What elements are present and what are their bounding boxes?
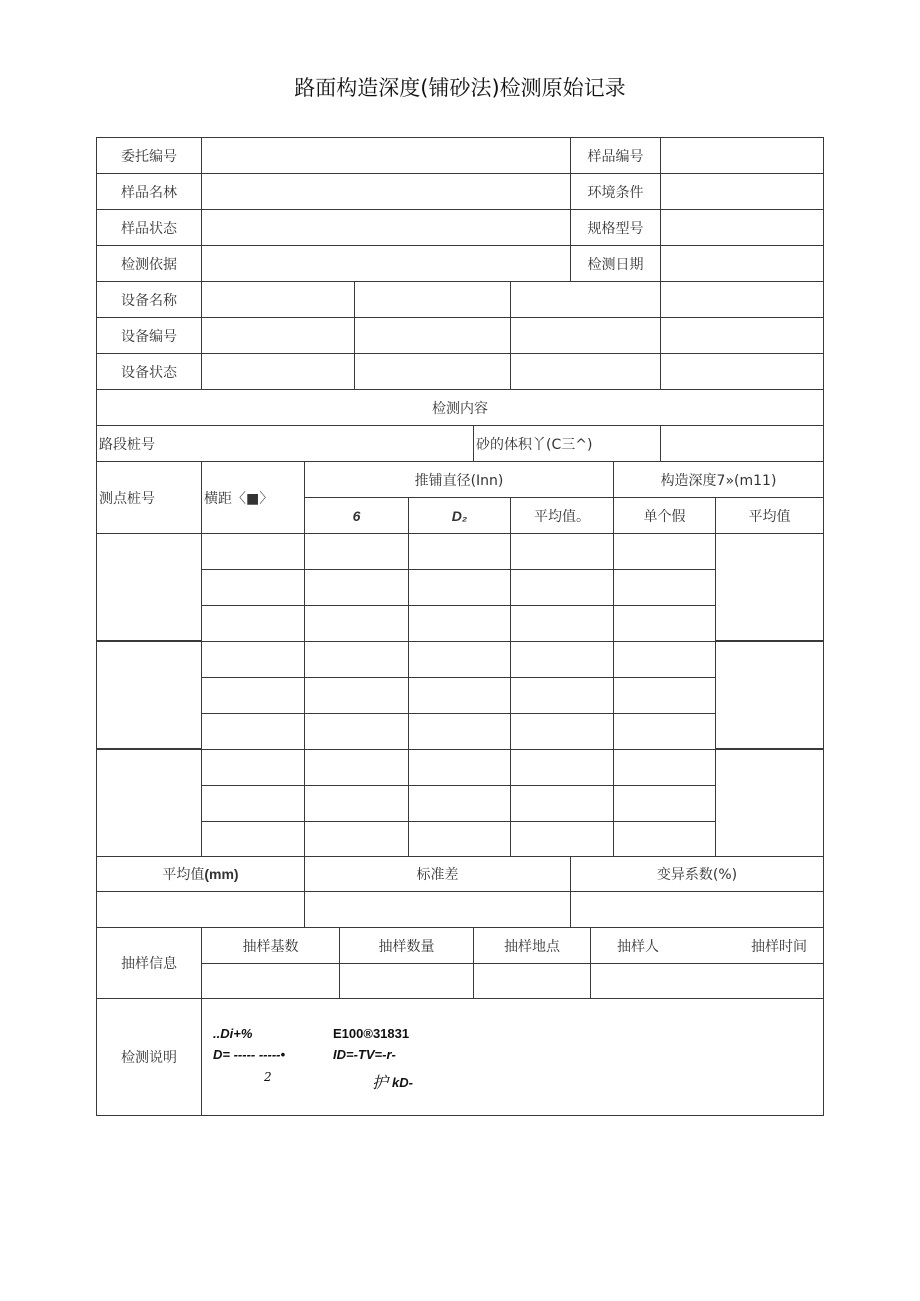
formula-line1a: ..Di+% xyxy=(213,1026,253,1041)
notes-label: 检测说明 xyxy=(96,998,202,1116)
measure-cell[interactable] xyxy=(510,533,614,570)
formula-line3b: kD- xyxy=(392,1075,413,1090)
depth-label xyxy=(613,461,824,498)
std-field[interactable] xyxy=(304,891,571,928)
measure-cell[interactable] xyxy=(304,533,409,570)
equip-name-field-1[interactable] xyxy=(201,281,355,318)
measure-cell[interactable] xyxy=(304,641,409,678)
date-field[interactable] xyxy=(660,245,824,282)
spec-field[interactable] xyxy=(660,209,824,246)
measure-cell[interactable] xyxy=(613,569,716,606)
point-label: 测点桩号 xyxy=(96,461,202,534)
formula-line2a: D= ----- -----• xyxy=(213,1047,286,1062)
diameter-label xyxy=(304,461,614,498)
measure-cell[interactable] xyxy=(201,605,305,642)
measure-cell[interactable] xyxy=(201,713,305,750)
env-label: 环境条件 xyxy=(570,173,661,210)
sampling-base-label: 抽样基数 xyxy=(201,927,340,964)
equip-no-label: 设备编号 xyxy=(96,317,202,354)
sampling-place-label: 抽样地点 xyxy=(473,927,591,964)
sand-volume-field[interactable] xyxy=(660,425,824,462)
measure-cell[interactable] xyxy=(304,785,409,822)
avg-depth-field[interactable] xyxy=(715,533,824,641)
page-title: 路面构造深度(铺砂法)检测原始记录 xyxy=(294,76,626,100)
spec-label: 规格型号 xyxy=(570,209,661,246)
equip-state-field-4[interactable] xyxy=(660,353,824,390)
point-station-field[interactable] xyxy=(96,749,202,857)
measure-cell[interactable] xyxy=(613,641,716,678)
mean-field[interactable] xyxy=(96,891,305,928)
measure-cell[interactable] xyxy=(304,821,409,858)
measure-cell[interactable] xyxy=(510,641,614,678)
depth-label-text: 构造深度7»(m11) xyxy=(660,472,777,489)
sampling-base-field[interactable] xyxy=(201,963,340,999)
measure-cell[interactable] xyxy=(613,677,716,714)
std-label: 标准差 xyxy=(304,856,571,892)
d1-label: 6 xyxy=(304,497,409,534)
equip-no-field-4[interactable] xyxy=(660,317,824,354)
env-field[interactable] xyxy=(660,173,824,210)
equip-no-field-1[interactable] xyxy=(201,317,355,354)
measure-cell[interactable] xyxy=(304,713,409,750)
cv-field[interactable] xyxy=(570,891,824,928)
measure-cell[interactable] xyxy=(510,821,614,858)
measure-cell[interactable] xyxy=(304,677,409,714)
measure-cell[interactable] xyxy=(408,713,511,750)
equip-name-field-2[interactable] xyxy=(354,281,511,318)
sample-state-field[interactable] xyxy=(201,209,571,246)
equip-state-label: 设备状态 xyxy=(96,353,202,390)
measure-cell[interactable] xyxy=(201,821,305,858)
measure-cell[interactable] xyxy=(510,677,614,714)
equip-no-field-3[interactable] xyxy=(510,317,661,354)
road-section-label: 路段桩号 xyxy=(96,425,474,462)
formula-line3b-cn: 护 xyxy=(372,1073,389,1092)
cv-label: 变异系数(%) xyxy=(570,856,824,892)
measure-cell[interactable] xyxy=(613,713,716,750)
measure-cell[interactable] xyxy=(408,605,511,642)
equip-state-field-3[interactable] xyxy=(510,353,661,390)
sample-state-label: 样品状态 xyxy=(96,209,202,246)
measure-cell[interactable] xyxy=(510,569,614,606)
measure-cell[interactable] xyxy=(408,677,511,714)
measure-cell[interactable] xyxy=(408,821,511,858)
sampling-qty-label: 抽样数量 xyxy=(339,927,474,964)
measure-cell[interactable] xyxy=(304,749,409,786)
sampling-time-label: 抽样时间 xyxy=(751,938,807,955)
equip-no-field-2[interactable] xyxy=(354,317,511,354)
single-depth-label: 单个假 xyxy=(613,497,716,534)
measure-cell[interactable] xyxy=(201,533,305,570)
mean-unit: (mm) xyxy=(204,866,239,882)
measure-cell[interactable] xyxy=(201,749,305,786)
measure-cell[interactable] xyxy=(510,713,614,750)
measure-cell[interactable] xyxy=(613,821,716,858)
mean-label-text: 平均值 xyxy=(162,867,205,883)
measure-cell[interactable] xyxy=(613,785,716,822)
equip-name-field-4[interactable] xyxy=(660,281,824,318)
sampling-person-time-label xyxy=(590,927,824,964)
content-section-label: 检测内容 xyxy=(96,389,824,426)
avg-depth-field[interactable] xyxy=(715,641,824,749)
measure-cell[interactable] xyxy=(408,641,511,678)
formula-line1b: E100®31831 xyxy=(333,1026,410,1041)
sample-no-field[interactable] xyxy=(660,137,824,174)
measure-cell[interactable] xyxy=(408,533,511,570)
sampling-qty-field[interactable] xyxy=(339,963,474,999)
measure-cell[interactable] xyxy=(510,605,614,642)
point-station-field[interactable] xyxy=(96,533,202,641)
sand-volume-label: 砂的体积丫(C三^) xyxy=(473,425,661,462)
measure-cell[interactable] xyxy=(408,749,511,786)
measure-cell[interactable] xyxy=(201,677,305,714)
sample-name-label: 样品名林 xyxy=(96,173,202,210)
d2-label: D₂ xyxy=(408,497,511,534)
measure-cell[interactable] xyxy=(408,785,511,822)
measure-cell[interactable] xyxy=(613,749,716,786)
equip-name-field-3[interactable] xyxy=(510,281,661,318)
d-avg-label: 平均值。 xyxy=(510,497,614,534)
measure-cell[interactable] xyxy=(510,749,614,786)
formula-line3a: 2 xyxy=(264,1070,272,1084)
sampling-person-label: 抽样人 xyxy=(617,938,659,955)
avg-depth-field[interactable] xyxy=(715,749,824,857)
measure-cell[interactable] xyxy=(201,785,305,822)
measure-cell[interactable] xyxy=(613,533,716,570)
mean-label xyxy=(96,856,305,892)
notes-content xyxy=(201,998,824,1116)
measure-cell[interactable] xyxy=(510,785,614,822)
measure-cell[interactable] xyxy=(408,569,511,606)
measure-cell[interactable] xyxy=(201,569,305,606)
sampling-label: 抽样信息 xyxy=(96,927,202,999)
basis-label: 检测依据 xyxy=(96,245,202,282)
diameter-label-text: 推铺直径(Inn) xyxy=(414,472,504,489)
sampling-place-field[interactable] xyxy=(473,963,591,999)
measure-cell[interactable] xyxy=(304,569,409,606)
equip-state-field-2[interactable] xyxy=(354,353,511,390)
offset-label: 横距〈■〉 xyxy=(201,461,305,534)
sample-name-field[interactable] xyxy=(201,173,571,210)
entrust-no-label: 委托编号 xyxy=(96,137,202,174)
date-label: 检测日期 xyxy=(570,245,661,282)
basis-field[interactable] xyxy=(201,245,571,282)
equip-name-label: 设备名称 xyxy=(96,281,202,318)
sampling-person-time-field[interactable] xyxy=(590,963,824,999)
entrust-no-field[interactable] xyxy=(201,137,571,174)
equip-state-field-1[interactable] xyxy=(201,353,355,390)
measure-cell[interactable] xyxy=(201,641,305,678)
measure-cell[interactable] xyxy=(613,605,716,642)
point-station-field[interactable] xyxy=(96,641,202,749)
formula-line2b: ID=-TV=-r- xyxy=(333,1047,396,1062)
avg-depth-label: 平均值 xyxy=(715,497,824,534)
sample-no-label: 样品编号 xyxy=(570,137,661,174)
measure-cell[interactable] xyxy=(304,605,409,642)
